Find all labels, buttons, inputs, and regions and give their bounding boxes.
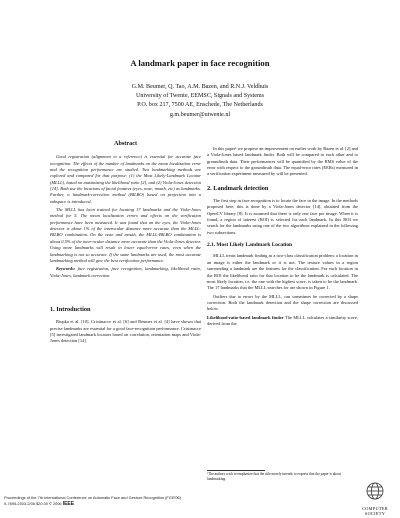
runin-heading: Likelihood-ratio-based landmark finder	[207, 314, 284, 320]
paper-title: A landmark paper in face recognition	[130, 58, 270, 68]
section-heading-introduction: 1. Introduction	[50, 305, 91, 313]
left-column	[50, 141, 201, 347]
abstract-heading: Abstract	[113, 140, 138, 147]
logo-line-computer: COMPUTER	[362, 506, 388, 511]
keywords-text: face registration, face recognition, landmarking, likelihood ratio, Viola-Jones, landmark correction	[50, 266, 201, 278]
footer-isbn: 0-7695-2503-2/06 $20.00 © 2006	[4, 501, 62, 507]
abstract-body	[50, 154, 201, 264]
proceedings-footer	[4, 495, 324, 507]
logo-line-society: SOCIETY	[364, 510, 386, 516]
ieee-logo-text: IEEE	[62, 501, 75, 508]
author-address: P.O. box 217, 7500 AE, Enschede, The Netherlands	[137, 102, 263, 109]
keywords	[50, 266, 201, 279]
footer-proceedings: Proceedings of the 7th International Conference on Automatic Face and Gesture Recognition (FGR'06)	[4, 495, 182, 500]
abstract-paragraph: Good registration (alignment to a reference) is essential for accurate face recognition. The effects of the number of landmarks on the mean localization error and the recognition performance are studied. Two landmarking methods are explored and compared for that purpose: (1) the Most Likely-Landmark Locator (MLLL), based on maximizing the likelihood ratio [2], and (2) Viola-Jones detection [14]. Both use the locations of facial features (eyes, nose, mouth, etc) as landmarks. Further, a landmark-correction method (BILBO) based on projection into a subspace is introduced.	[50, 154, 201, 204]
subsection-heading-mlll: 2.1. Most Likely Landmark Location	[207, 242, 293, 249]
runin-paragraph	[207, 315, 358, 328]
computer-society-emblem-icon	[357, 480, 393, 502]
keywords-label: Keywords:	[56, 266, 76, 272]
intro-continuation-paragraph: In this paper¹ we propose an improvement on earlier work by Bazen et al. [2] and a Viola-Jones based landmark finder. Both will be compared to each other and to groundtruth data. Their performances will be quantified by the RMS value of the error with respect to the groundtruth data. The equal-error rates (EERs) measured in a verification experiment measured by will be presented.	[207, 146, 358, 177]
abstract-paragraph: The MLLL has been trained for locating 17 landmarks and the Viola-Jones method for 5. The mean localization errors and effects on the verification performance have been measured. It was found that on the eyes, the Viola-Jones detector is about 1% of the interocular distance more accurate than the MLLL-BILBO combination. On the nose and mouth, the MLLL-BILBO combination is about 0.5% of the inter-ocular distance more accurate than the Viola-Jones detector. Using more landmarks will result in lower equal-error rates, even when the landmarking is not so accurate. If the same landmarks are used, the most accurate landmarking method will give the best verification performance.	[50, 207, 201, 263]
computer-society-logo	[357, 480, 393, 514]
footnote-rule	[207, 470, 265, 471]
author-names: G.M. Beumer, Q. Tao, A.M. Bazen, and R.N.J. Veldhuis	[131, 84, 269, 90]
author-affiliation: University of Twente, EEMSC, Signals and Systems	[135, 93, 265, 100]
footnote: ¹The authors wish to emphasize that the title merely intends to express that the paper is about landmarking.	[207, 472, 341, 481]
runin-text: The MLLL calculates a similarity score, derived from the	[207, 314, 358, 326]
author-block	[0, 83, 400, 120]
author-email: g.m.beumer@utwente.nl	[169, 111, 231, 118]
mlll-outliers-paragraph: Outliers due to errors by the MLLL, can sometimes be corrected by a shape correction. Both the landmark detection and the shape correction are discussed below.	[207, 293, 358, 312]
mlll-paragraph: MLLL treats landmark finding as a two-class classification problem: a location in an image is either the landmark or it is not. The texture values in a region surrounding a landmark are the features for the classification. For each location in the ROI the likelihood ratio for that location to be the landmark is calculated. The most likely location, i.e. the one with the highest score, is taken to be the landmark. The 17 landmarks that the MLLL searches for are shown in Figure 1.	[207, 253, 358, 291]
footer-isbn-line	[4, 501, 324, 507]
right-column	[207, 146, 358, 329]
landmark-detection-paragraph: The first step in face recognition is to locate the face in the image. In the methods proposed here, this is done by a Viola-Jones detector [14], obtained from the OpenCV library [8]. It is assumed that there is only one face per image. When it is found, a region of interest (ROI) is selected for each landmark. In this ROI we search for the landmarks using one of the two algorithms explained in the following two subsections.	[207, 198, 358, 235]
introduction-paragraph: Riopka et al. [10], Cristinacce et al. [6] and Beumer et al. [4] have shown that precise landmarks are essential for a good face-recognition performance. Cristinacce [5] investigated landmark locators based on correlation, orientation maps and Viola-Jones detection [14].	[50, 319, 201, 344]
section-heading-landmark-detection: 2. Landmark detection	[207, 184, 269, 192]
